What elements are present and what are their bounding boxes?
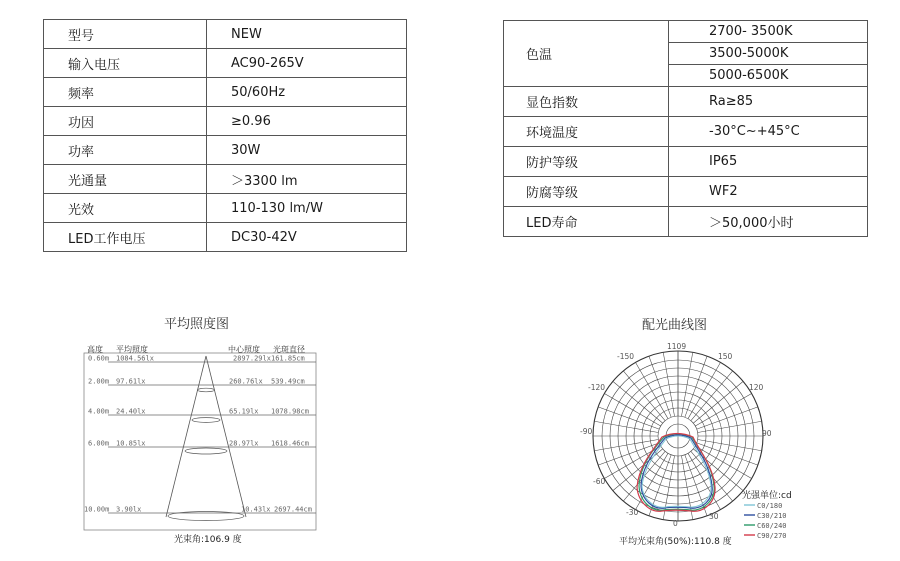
spec-key: 输入电压 bbox=[44, 49, 207, 78]
polar-spoke bbox=[604, 394, 660, 427]
spec-key: 光通量 bbox=[44, 165, 207, 194]
angle-label: 0 bbox=[673, 519, 678, 528]
angle-label: -30 bbox=[626, 508, 639, 517]
spec-value: Ra≥85 bbox=[669, 87, 868, 117]
spec-key: 功因 bbox=[44, 107, 207, 136]
spot-ellipse bbox=[192, 418, 220, 423]
polar-spoke bbox=[688, 362, 721, 418]
spec-key: 显色指数 bbox=[504, 87, 669, 117]
row-spot-diameter: 1618.46cm bbox=[271, 439, 309, 448]
polar-spoke bbox=[693, 381, 743, 423]
row-height: 10.00m bbox=[84, 505, 110, 514]
legend-label: C90/270 bbox=[757, 532, 787, 540]
spec-value: ＞50,000小时 bbox=[669, 207, 868, 237]
average-beam-angle: 平均光束角(50%):110.8 度 bbox=[619, 537, 732, 547]
row-height: 2.00m bbox=[88, 377, 110, 386]
row-height: 4.00m bbox=[88, 407, 110, 416]
polar-spoke bbox=[613, 381, 663, 423]
row-center-illuminance: 260.76lx bbox=[229, 377, 263, 386]
header-diameter: 光斑直径 bbox=[273, 345, 305, 354]
angle-label: 30 bbox=[709, 512, 719, 521]
angle-label: -60 bbox=[593, 477, 606, 486]
legend-label: C0/180 bbox=[757, 502, 783, 510]
spec-key: 防护等级 bbox=[504, 147, 669, 177]
spec-key-color-temp: 色温 bbox=[504, 21, 669, 87]
spec-value: IP65 bbox=[669, 147, 868, 177]
spec-value: 30W bbox=[207, 136, 407, 165]
row-spot-diameter: 161.85cm bbox=[271, 354, 305, 363]
polar-max-label: 1109 bbox=[667, 342, 687, 351]
spec-key: 防腐等级 bbox=[504, 177, 669, 207]
polar-title: 配光曲线图 bbox=[642, 318, 708, 333]
legend-label: C30/210 bbox=[757, 512, 787, 520]
angle-label: 150 bbox=[718, 352, 733, 361]
polar-spoke bbox=[695, 394, 751, 427]
row-center-illuminance: 2897.29lx bbox=[233, 354, 271, 363]
polar-spoke bbox=[636, 453, 669, 509]
row-avg-illuminance: 1084.56lx bbox=[116, 354, 154, 363]
polar-spoke bbox=[636, 362, 669, 418]
row-center-illuminance: 65.19lx bbox=[229, 407, 259, 416]
spec-value: DC30-42V bbox=[207, 223, 407, 252]
row-avg-illuminance: 10.85lx bbox=[116, 439, 146, 448]
spec-value: ＞3300 lm bbox=[207, 165, 407, 194]
angle-label: -90 bbox=[580, 427, 593, 436]
spec-value-color-temp-2: 3500-5000K bbox=[669, 43, 868, 65]
beam-angle: 光束角:106.9 度 bbox=[174, 535, 242, 545]
spec-value: 110-130 lm/W bbox=[207, 194, 407, 223]
spec-key: 型号 bbox=[44, 20, 207, 49]
header-avg: 平均照度 bbox=[116, 345, 148, 354]
row-avg-illuminance: 24.40lx bbox=[116, 407, 146, 416]
row-center-illuminance: 10.43lx bbox=[241, 505, 271, 514]
polar-spoke bbox=[688, 453, 721, 509]
spec-key: LED工作电压 bbox=[44, 223, 207, 252]
polar-diagram bbox=[580, 342, 792, 547]
row-height: 0.60m bbox=[88, 354, 110, 363]
header-height: 高度 bbox=[87, 345, 103, 354]
spec-key: 功率 bbox=[44, 136, 207, 165]
spec-key: 光效 bbox=[44, 194, 207, 223]
row-spot-diameter: 1078.98cm bbox=[271, 407, 309, 416]
row-height: 6.00m bbox=[88, 439, 110, 448]
legend-label: C60/240 bbox=[757, 522, 787, 530]
unit-label: 光强单位:cd bbox=[742, 491, 792, 501]
spec-value-color-temp-1: 2700- 3500K bbox=[669, 21, 868, 43]
spec-value: AC90-265V bbox=[207, 49, 407, 78]
angle-label: 90 bbox=[762, 429, 772, 438]
cone-edge-left bbox=[166, 356, 206, 517]
row-center-illuminance: 28.97lx bbox=[229, 439, 259, 448]
polar-spoke bbox=[691, 371, 733, 421]
spec-value: -30°C~+45°C bbox=[669, 117, 868, 147]
header-center: 中心照度 bbox=[228, 345, 260, 354]
row-avg-illuminance: 97.61lx bbox=[116, 377, 146, 386]
spec-value: ≥0.96 bbox=[207, 107, 407, 136]
spec-key: LED寿命 bbox=[504, 207, 669, 237]
angle-label: -120 bbox=[588, 383, 606, 392]
spec-value-color-temp-3: 5000-6500K bbox=[669, 65, 868, 87]
row-avg-illuminance: 3.90lx bbox=[116, 505, 142, 514]
spec-key: 频率 bbox=[44, 78, 207, 107]
polar-spoke bbox=[697, 443, 758, 465]
illuminance-diagram bbox=[84, 344, 316, 545]
spec-value: NEW bbox=[207, 20, 407, 49]
row-spot-diameter: 2697.44cm bbox=[274, 505, 312, 514]
angle-label: -150 bbox=[617, 352, 635, 361]
polar-spoke bbox=[649, 356, 671, 417]
polar-spoke bbox=[685, 356, 707, 417]
polar-spoke bbox=[697, 407, 758, 429]
spec-value: WF2 bbox=[669, 177, 868, 207]
angle-label: 120 bbox=[749, 383, 764, 392]
spot-ellipse bbox=[198, 388, 215, 392]
row-spot-diameter: 539.49cm bbox=[271, 377, 305, 386]
polar-spoke bbox=[623, 371, 665, 421]
spot-ellipse bbox=[185, 448, 227, 454]
illuminance-title: 平均照度图 bbox=[164, 317, 230, 332]
polar-spoke bbox=[598, 407, 659, 429]
spec-key: 环境温度 bbox=[504, 117, 669, 147]
spec-value: 50/60Hz bbox=[207, 78, 407, 107]
